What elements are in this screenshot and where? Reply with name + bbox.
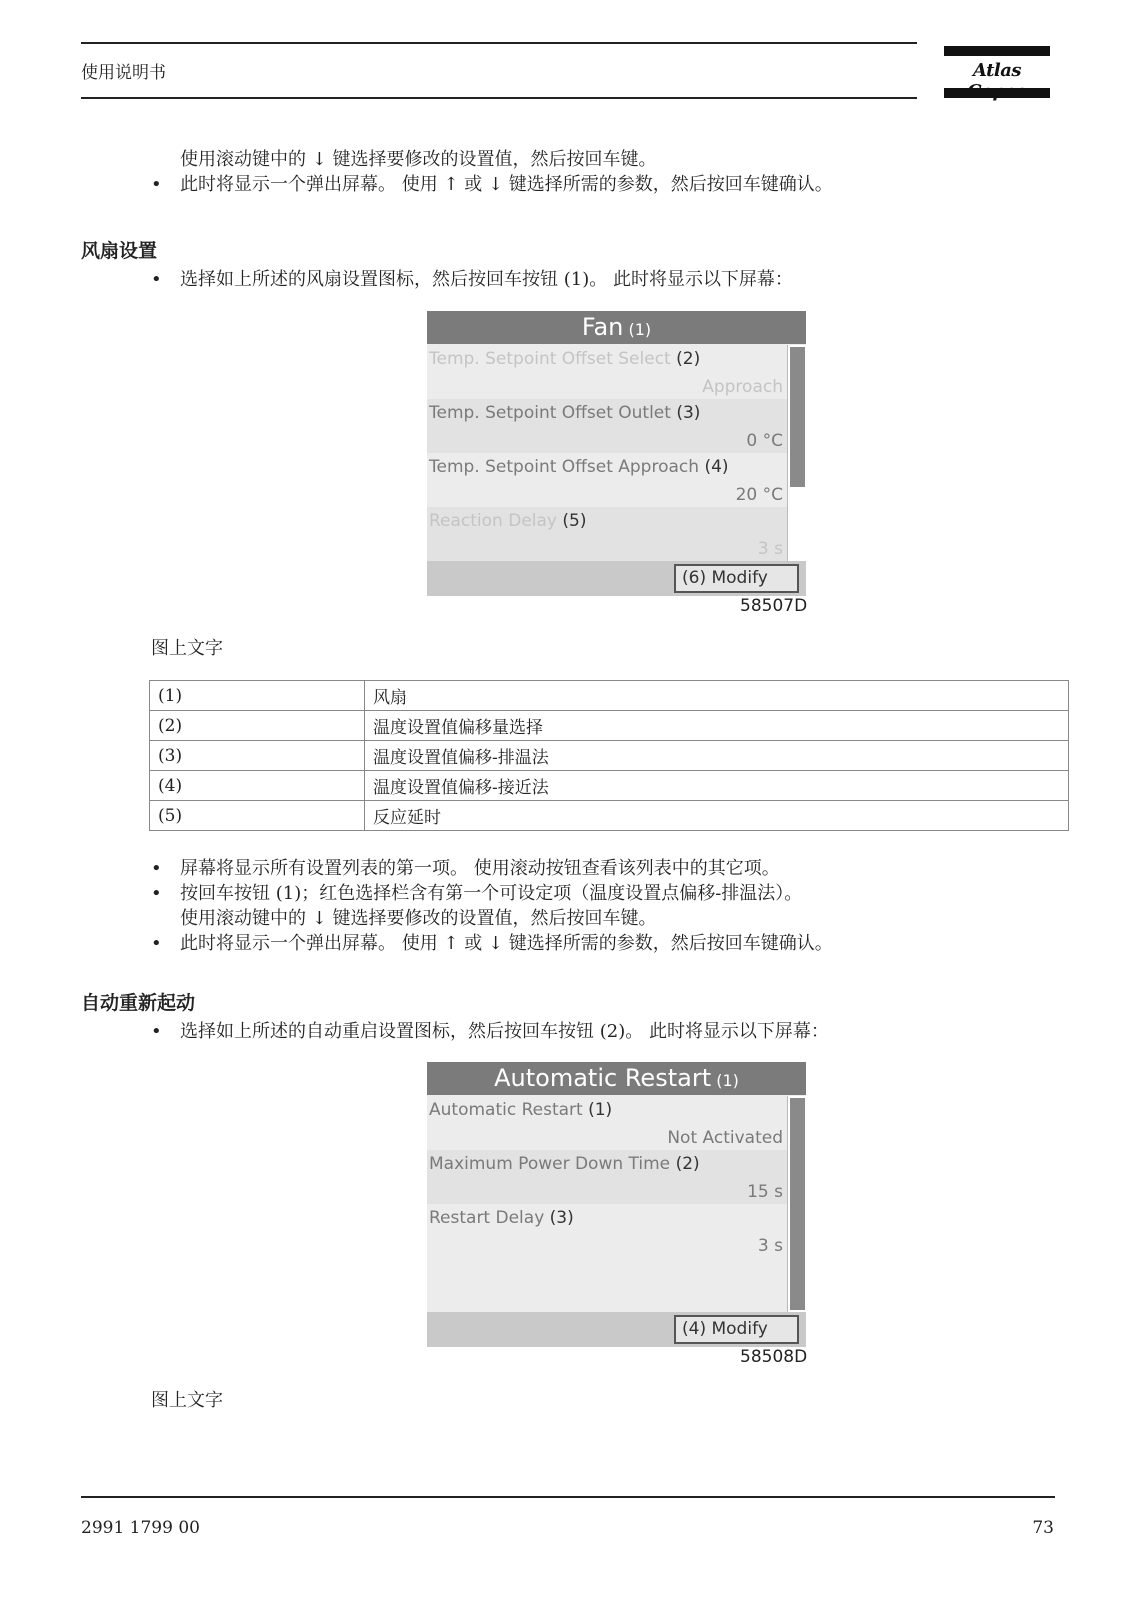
fan-setting-row[interactable]: [427, 453, 787, 507]
restart-screen-title: Automatic Restart: [494, 1064, 712, 1092]
header-top-rule: [81, 42, 917, 44]
bullet-dot: •: [151, 933, 162, 954]
row-value: 20 °C: [735, 485, 783, 505]
row-num: (2): [675, 1154, 700, 1174]
row-label: Automatic Restart: [429, 1100, 583, 1120]
legend-title: 图上文字: [151, 638, 223, 659]
row-value: Approach: [702, 377, 783, 397]
row-label: Maximum Power Down Time: [429, 1154, 671, 1174]
fan-scroll-thumb[interactable]: [790, 347, 805, 487]
legend-row: (5) 反应延时: [150, 801, 1069, 831]
fan-screen-title-num: (1): [628, 320, 652, 339]
fan-intro: 选择如上所述的风扇设置图标，然后按回车按钮 (1)。 此时将显示以下屏幕：: [180, 269, 793, 290]
row-num: (3): [549, 1208, 574, 1228]
restart-screen-title-num: (1): [716, 1071, 739, 1090]
legend-row: (4) 温度设置值偏移-接近法: [150, 771, 1069, 801]
bullet-dot: •: [151, 883, 162, 904]
bullet-dot: •: [151, 858, 162, 879]
row-value: 0 °C: [746, 431, 783, 451]
row-num: (3): [676, 403, 701, 423]
row-label: Temp. Setpoint Offset Outlet: [429, 403, 671, 423]
bullet-dot: •: [151, 1021, 162, 1042]
row-num: (2): [676, 349, 701, 369]
row-label: Temp. Setpoint Offset Approach: [429, 457, 700, 477]
fan-screen-title: Fan: [581, 313, 624, 341]
fan-screen-footer: [427, 561, 806, 596]
fan-setting-row[interactable]: [427, 399, 787, 453]
instruction-line: 使用滚动键中的 ↓ 键选择要修改的设置值，然后按回车键。: [180, 908, 657, 929]
row-num: (4): [704, 457, 729, 477]
instruction-line: 此时将显示一个弹出屏幕。 使用 ↑ 或 ↓ 键选择所需的参数，然后按回车键确认。: [180, 174, 833, 195]
row-label: Reaction Delay: [429, 511, 557, 531]
instruction-line: 屏幕将显示所有设置列表的第一项。 使用滚动按钮查看该列表中的其它项。: [180, 858, 780, 879]
modify-button[interactable]: (6) Modify: [674, 564, 799, 593]
bullet-dot: •: [151, 269, 162, 290]
restart-screen: [427, 1062, 806, 1347]
row-num: (5): [562, 511, 587, 531]
section-heading-restart: 自动重新起动: [81, 992, 196, 1014]
row-label: Temp. Setpoint Offset Select: [429, 349, 671, 369]
instruction-line: 使用滚动键中的 ↓ 键选择要修改的设置值，然后按回车键。: [180, 149, 657, 170]
bullet-dot: •: [151, 174, 162, 195]
section-heading-fan: 风扇设置: [81, 240, 158, 262]
modify-button[interactable]: (4) Modify: [674, 1315, 799, 1344]
fan-scrollbar[interactable]: [787, 345, 806, 561]
legend-row: (1) 风扇: [150, 681, 1069, 711]
restart-setting-row[interactable]: [427, 1096, 787, 1150]
fan-screen-title-bar: [427, 311, 806, 344]
row-label: Restart Delay: [429, 1208, 545, 1228]
row-value: 3 s: [757, 1236, 783, 1256]
restart-scroll-thumb[interactable]: [790, 1098, 805, 1310]
fan-setting-row[interactable]: [427, 507, 787, 561]
legend-row: (2) 温度设置值偏移量选择: [150, 711, 1069, 741]
atlas-copco-logo: Atlas: [944, 46, 1050, 101]
header-bottom-rule: [81, 97, 917, 99]
restart-setting-row[interactable]: [427, 1204, 787, 1258]
figure-code: 58507D: [740, 596, 808, 616]
instruction-line: 此时将显示一个弹出屏幕。 使用 ↑ 或 ↓ 键选择所需的参数，然后按回车键确认。: [180, 933, 833, 954]
document-title: 使用说明书: [81, 63, 166, 83]
restart-scrollbar[interactable]: [787, 1096, 806, 1312]
footer-rule: [81, 1496, 1055, 1498]
legend-row: (3) 温度设置值偏移-排温法: [150, 741, 1069, 771]
restart-screen-title-bar: [427, 1062, 806, 1095]
fan-screen: [427, 311, 806, 596]
row-value: 3 s: [757, 539, 783, 559]
restart-setting-row[interactable]: [427, 1150, 787, 1204]
document-number: 2991 1799 00: [81, 1518, 200, 1538]
page-number: 73: [1032, 1518, 1054, 1538]
restart-intro: 选择如上所述的自动重启设置图标，然后按回车按钮 (2)。 此时将显示以下屏幕：: [180, 1021, 829, 1042]
restart-screen-footer: [427, 1312, 806, 1347]
row-num: (1): [588, 1100, 613, 1120]
legend-title: 图上文字: [151, 1390, 223, 1411]
row-value: Not Activated: [667, 1128, 783, 1148]
fan-setting-row[interactable]: [427, 345, 787, 399]
instruction-line: 按回车按钮 (1)；红色选择栏含有第一个可设定项（温度设置点偏移-排温法）。: [180, 883, 803, 904]
legend-table: [149, 680, 1069, 831]
row-value: 15 s: [747, 1182, 783, 1202]
figure-code: 58508D: [740, 1347, 808, 1367]
